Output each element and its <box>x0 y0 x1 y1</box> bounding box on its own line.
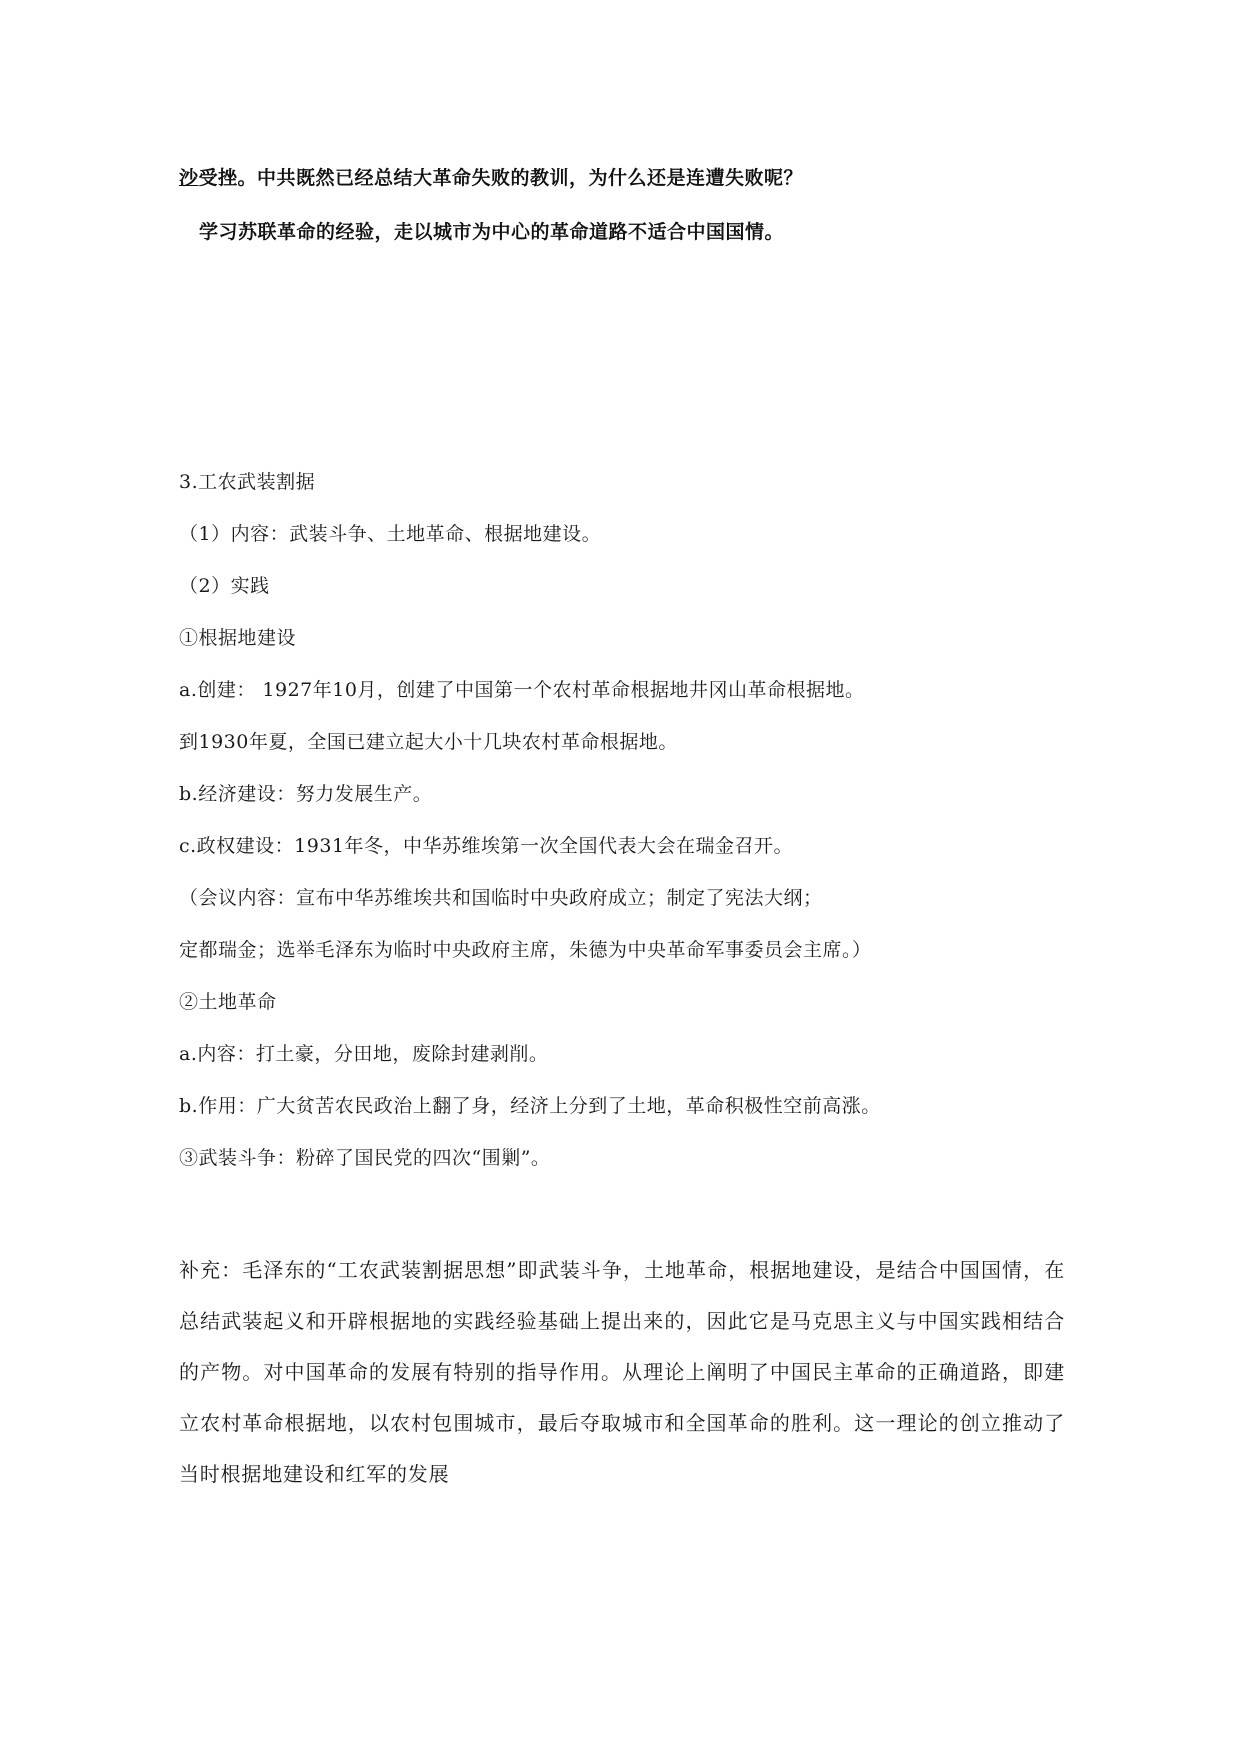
economy-line: b.经济建设：努力发展生产。 <box>179 783 433 805</box>
land-content-line: a.内容：打土豪，分田地，废除封建剥削。 <box>179 1043 549 1065</box>
land-revolution-heading: ②土地革命 <box>179 991 277 1013</box>
section-title: 3.工农武装割据 <box>179 471 316 493</box>
intro-question-prefix: 沙 <box>179 167 199 189</box>
practice-item: （2）实践 <box>179 575 270 597</box>
intro-question <box>179 166 803 190</box>
creation-continuation: 到1930年夏，全国已建立起大小十几块农村革命根据地。 <box>179 731 678 753</box>
supplement-paragraph: 补充：毛泽东的“工农武装割据思想”即武装斗争，土地革命，根据地建设，是结合中国国情，在总结武装起义和开辟根据地的实践经验基础上提出来的，因此它是马克思主义与中国实践相结合的产物。对中国革命的发展有特别的指导作用。从理论上阐明了中国民主革命的正确道路，即建立农村革命根据地，以农村包围城市，最后夺取城市和全国革命的胜利。这一理论的创立推动了当时根据地建设和红军的发展 <box>179 1258 1065 1486</box>
base-building-heading: ①根据地建设 <box>179 627 297 649</box>
meeting-note-line2: 定都瑞金；选举毛泽东为临时中央政府主席，朱德为中央革命军事委员会主席。） <box>179 939 872 961</box>
intro-question-text: 受挫。中共既然已经总结大革命失败的教训，为什么还是连遭失败呢？ <box>198 167 804 189</box>
armed-struggle-line: ③武装斗争：粉碎了国民党的四次“围剿”。 <box>179 1147 551 1169</box>
meeting-note-line1: （会议内容：宣布中华苏维埃共和国临时中央政府成立；制定了宪法大纲； <box>179 887 823 909</box>
intro-answer: 学习苏联革命的经验，走以城市为中心的革命道路不适合中国国情。 <box>199 221 785 243</box>
creation-line: a.创建： 1927年10月，创建了中国第一个农村革命根据地井冈山革命根据地。 <box>179 679 865 701</box>
content-item: （1）内容：武装斗争、土地革命、根据地建设。 <box>179 523 602 545</box>
land-effect-line: b.作用：广大贫苦农民政治上翻了身，经济上分到了土地，革命积极性空前高涨。 <box>179 1095 881 1117</box>
government-line: c.政权建设：1931年冬，中华苏维埃第一次全国代表大会在瑞金召开。 <box>179 835 794 857</box>
